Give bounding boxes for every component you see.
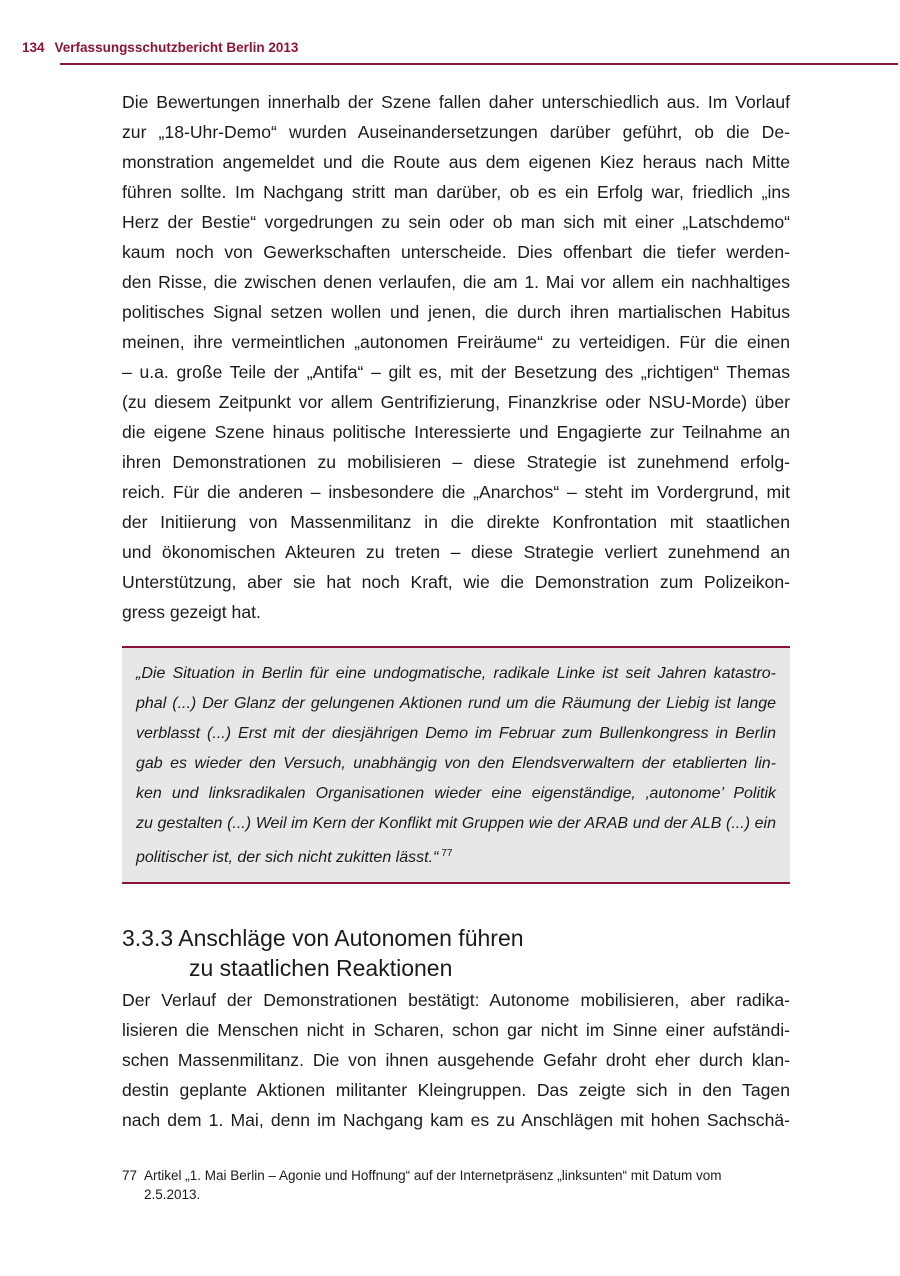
text-line: den Risse, die zwischen denen verlaufen, die am 1. Mai vor allem ein nachhaltiges <box>122 272 790 292</box>
body-paragraph-2 <box>122 985 790 1135</box>
quote-line: phal (...) Der Glanz der gelungenen Aktionen rund um die Räumung der Liebig ist lange <box>136 695 776 712</box>
text-line: – u.a. große Teile der „Antifa“ – gilt es, mit der Besetzung des „richtigen“ Themas <box>122 362 790 382</box>
quote-box <box>122 646 790 884</box>
header-rule <box>60 63 898 65</box>
report-title: Verfassungsschutzbericht Berlin 2013 <box>54 40 299 55</box>
footnote-reference[interactable]: 77 <box>441 848 453 859</box>
footnote-number: 77 <box>122 1168 138 1183</box>
section-heading <box>122 923 790 983</box>
text-line: die eigene Szene hinaus politische Interessierte und Engagierte zur Teilnahme an <box>122 422 790 442</box>
running-header <box>22 40 898 66</box>
footnote-body <box>122 1166 790 1204</box>
footnote <box>122 1166 790 1204</box>
footnote-line: 2.5.2013. <box>144 1187 201 1202</box>
text-line: kaum noch von Gewerkschaften unterscheide. Dies offenbart die tiefer werden- <box>122 242 790 262</box>
header-text <box>22 40 298 55</box>
quote-line: politischer ist, der sich nicht zukitten lässt.“ <box>136 849 439 866</box>
text-line: führen sollte. Im Nachgang stritt man darüber, ob es ein Erfolg war, friedlich „ins <box>122 182 790 202</box>
text-line: monstration angemeldet und die Route aus dem eigenen Kiez heraus nach Mitte <box>122 152 790 172</box>
text-line: zur „18-Uhr-Demo“ wurden Auseinandersetzungen darüber geführt, ob die De- <box>122 122 790 142</box>
text-line: Der Verlauf der Demonstrationen bestätigt: Autonome mobilisieren, aber radika- <box>122 990 790 1010</box>
text-line: (zu diesem Zeitpunkt vor allem Gentrifizierung, Finanzkrise oder NSU-Morde) über <box>122 392 790 412</box>
text-line: Die Bewertungen innerhalb der Szene fallen daher unterschiedlich aus. Im Vorlauf <box>122 92 790 112</box>
section-heading-line-1: 3.3.3 Anschläge von Autonomen führen <box>122 925 524 951</box>
quote-line: ken und linksradikalen Organisationen wieder eine eigenständige, ‚autonome’ Politik <box>136 785 776 802</box>
section-heading-line-2: zu staatlichen Reaktionen <box>189 955 453 981</box>
body-paragraph-1 <box>122 87 790 627</box>
text-line: Herz der Bestie“ vorgedrungen zu sein oder ob man sich mit einer „Latschdemo“ <box>122 212 790 232</box>
text-line: ihren Demonstrationen zu mobilisieren – diese Strategie ist zunehmend erfolg- <box>122 452 790 472</box>
text-line: politisches Signal setzen wollen und jenen, die durch ihren martialischen Habitus <box>122 302 790 322</box>
quote-line: verblasst (...) Erst mit der diesjährigen Demo im Februar zum Bullenkongress in Berlin <box>136 725 776 742</box>
quote-line-last <box>136 839 776 873</box>
text-line: und ökonomischen Akteuren zu treten – diese Strategie verliert zunehmend an <box>122 542 790 562</box>
text-line: Unterstützung, aber sie hat noch Kraft, wie die Demonstration zum Polizeikon- <box>122 572 790 592</box>
footnote-line: Artikel „1. Mai Berlin – Agonie und Hoffnung“ auf der Internetpräsenz „linksunten“ mit Datum vom <box>144 1168 722 1183</box>
quote-line: „Die Situation in Berlin für eine undogmatische, radikale Linke ist seit Jahren katastro- <box>136 665 776 682</box>
text-line: destin geplante Aktionen militanter Kleingruppen. Das zeigte sich in den Tagen <box>122 1080 790 1100</box>
quote-line: zu gestalten (...) Weil im Kern der Konflikt mit Gruppen wie der ARAB und der ALB (...) ein <box>136 815 776 832</box>
text-line: der Initiierung von Massenmilitanz in die direkte Konfrontation mit staatlichen <box>122 512 790 532</box>
text-line: meinen, ihre vermeintlichen „autonomen Freiräume“ zu verteidigen. Für die einen <box>122 332 790 352</box>
quote-text <box>136 659 776 873</box>
text-line: reich. Für die anderen – insbesondere die „Anarchos“ – steht im Vordergrund, mit <box>122 482 790 502</box>
quote-line: gab es wieder den Versuch, unabhängig von den Elendsverwaltern der etablierten lin- <box>136 755 776 772</box>
text-line: schen Massenmilitanz. Die von ihnen ausgehende Gefahr droht eher durch klan- <box>122 1050 790 1070</box>
text-line: lisieren die Menschen nicht in Scharen, schon gar nicht im Sinne einer aufständi- <box>122 1020 790 1040</box>
text-line: nach dem 1. Mai, denn im Nachgang kam es zu Anschlägen mit hohen Sachschä- <box>122 1110 790 1130</box>
page-number: 134 <box>22 40 45 55</box>
text-line: gress gezeigt hat. <box>122 602 261 622</box>
